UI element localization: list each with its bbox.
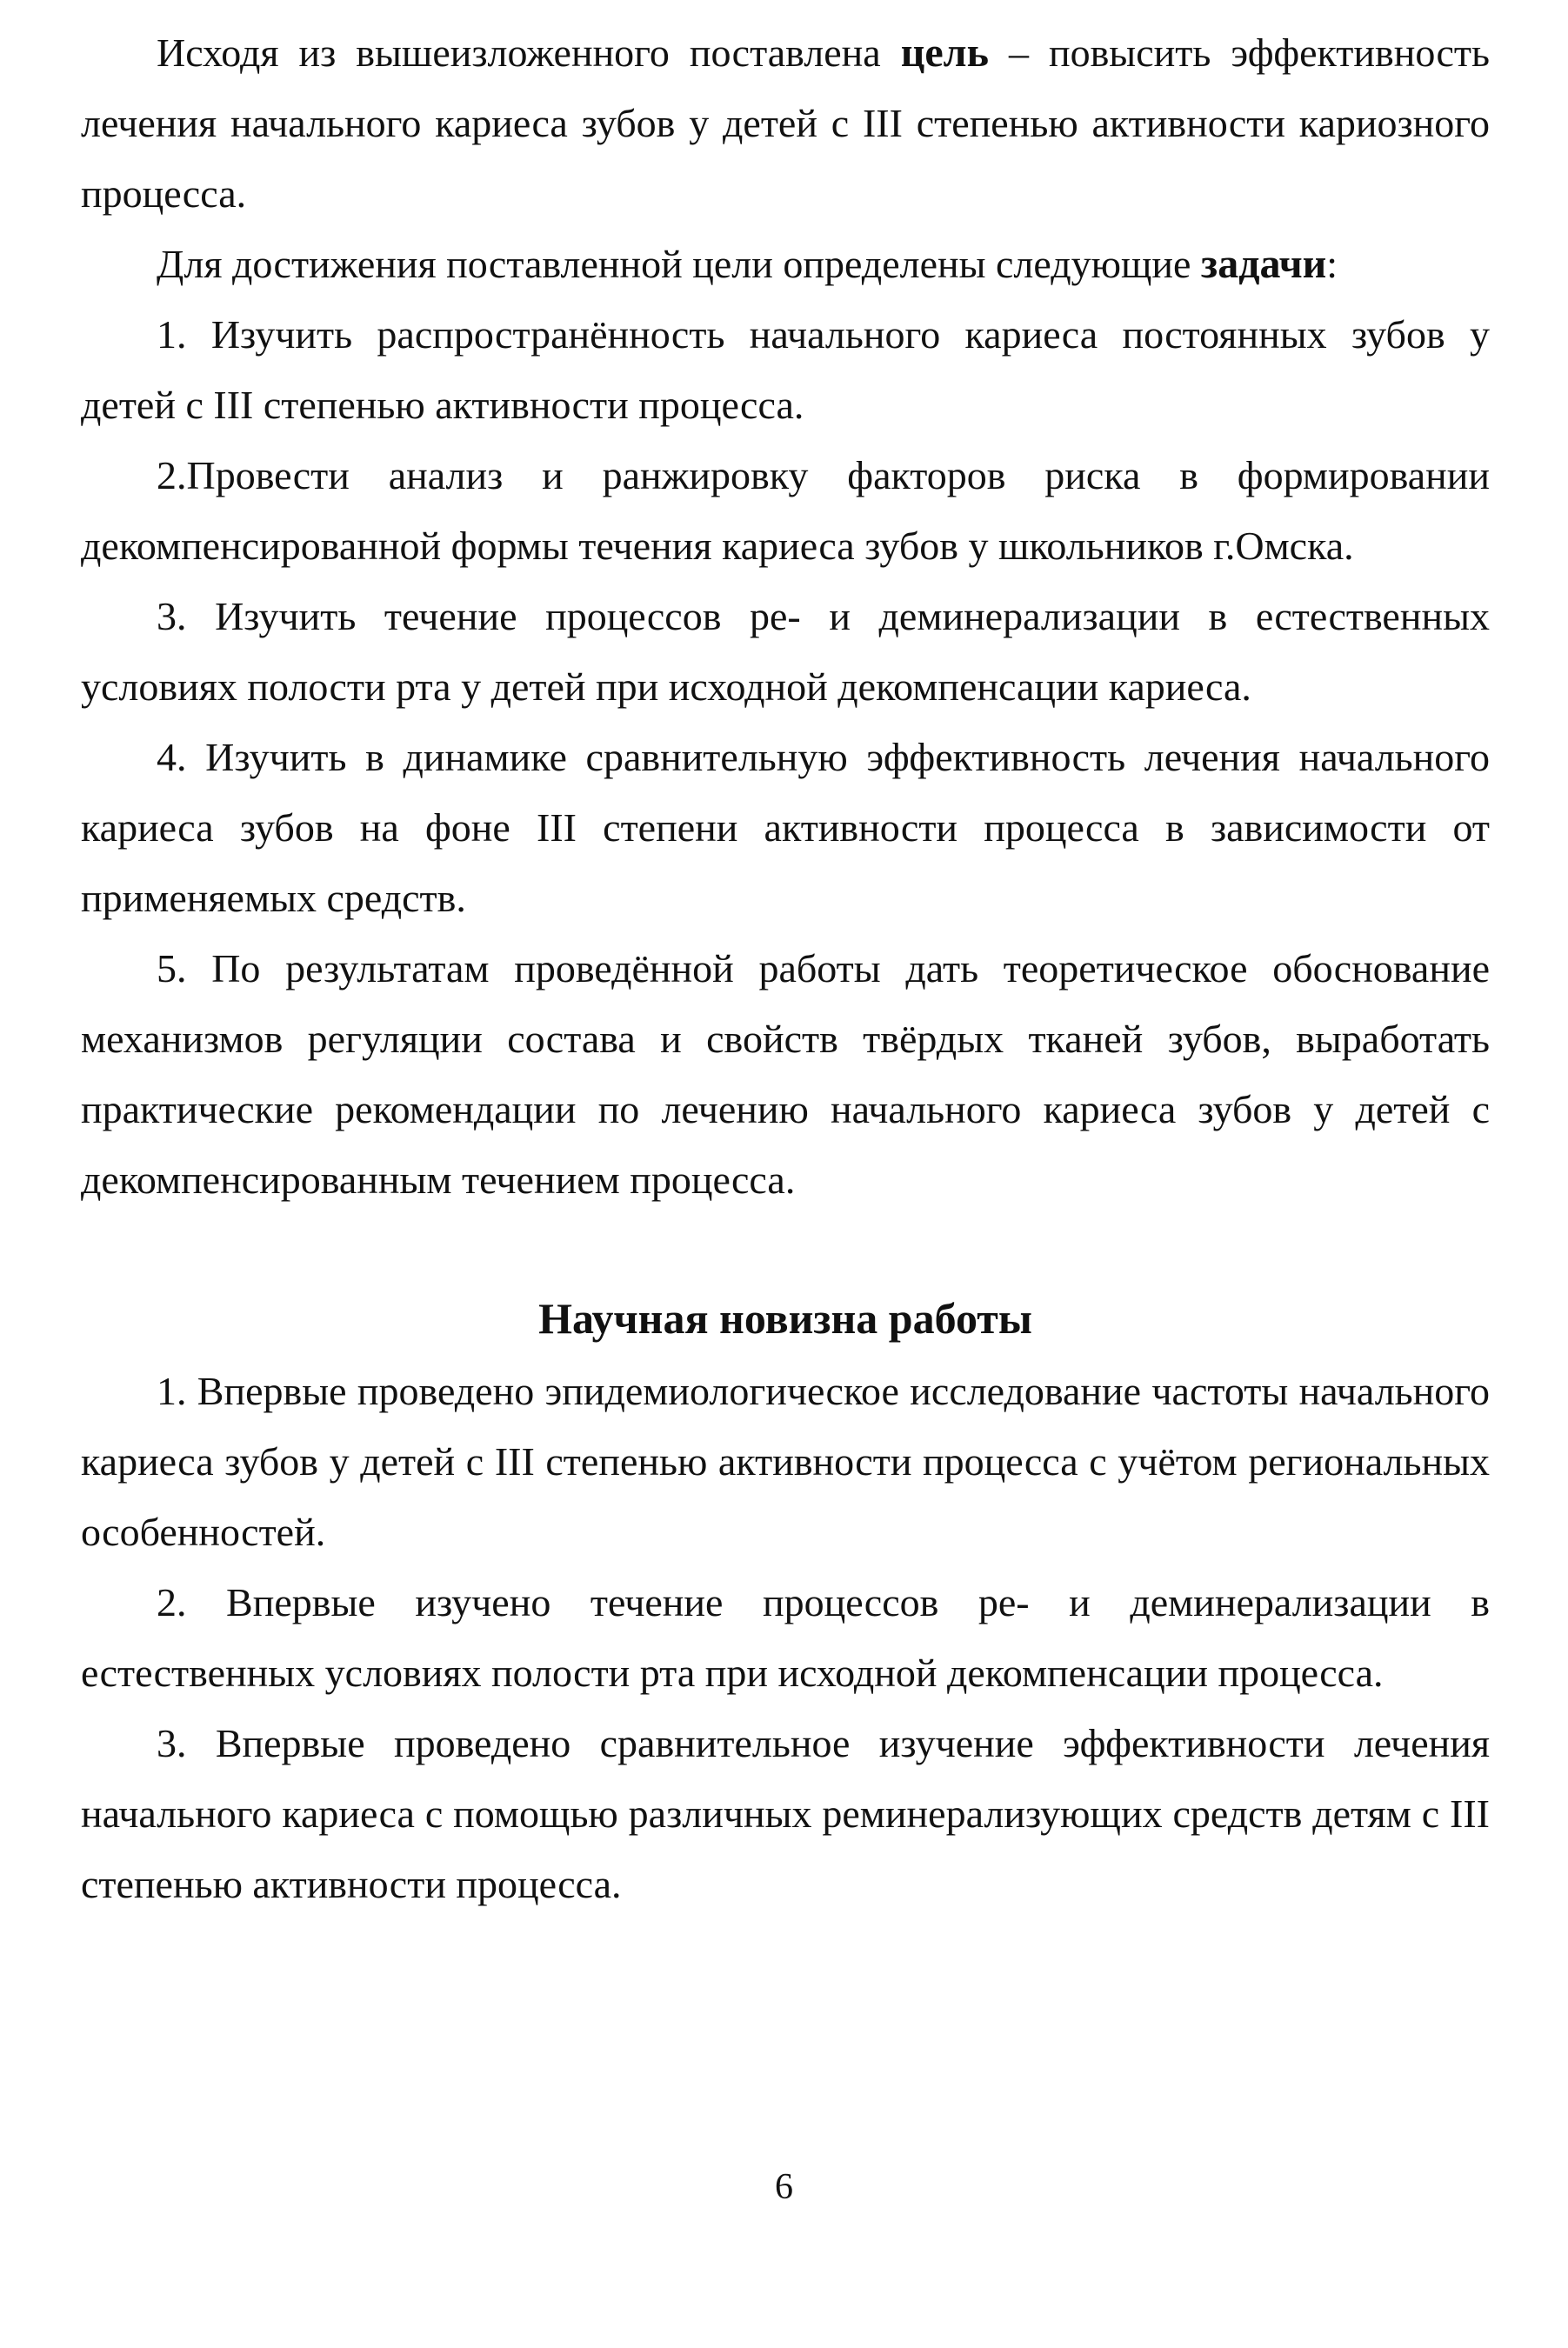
goal-keyword: цель [900, 30, 989, 76]
tasks-keyword: задачи [1200, 241, 1327, 287]
task-item-1: 1. Изучить распространённость начального кариеса постоянных зубов у детей с III степенью активности процесса. [81, 312, 1490, 427]
tasks-lead-text: Для достижения поставленной цели определены следующие [157, 242, 1201, 286]
novelty-item-2: 2. Впервые изучено течение процессов ре- и деминерализации в естественных условиях полости рта при исходной декомпенсации процесса. [81, 1580, 1490, 1695]
task-item-4: 4. Изучить в динамике сравнительную эффективность лечения начального кариеса зубов на фоне III степени активности процесса в зависимости от применяемых средств. [81, 735, 1490, 920]
goal-text-after: – повысить эффективность лечения начального кариеса зубов у детей с III степенью активности кариозного процесса. [81, 30, 1490, 216]
goal-paragraph [81, 17, 1490, 229]
novelty-heading: Научная новизна работы [538, 1294, 1032, 1343]
document-body [81, 17, 1490, 1919]
task-item-2: 2.Провести анализ и ранжировку факторов риска в формировании декомпенсированной формы течения кариеса зубов у школьников г.Омска. [81, 453, 1490, 568]
novelty-item-1: 1. Впервые проведено эпидемиологическое исследование частоты начального кариеса зубов у детей с III степенью активности процесса с учётом региональных особенностей. [81, 1369, 1490, 1554]
tasks-lead-paragraph [81, 229, 1490, 299]
goal-text-before: Исходя из вышеизложенного поставлена [157, 30, 901, 75]
tasks-lead-colon: : [1326, 242, 1338, 286]
task-item-5: 5. По результатам проведённой работы дать теоретическое обоснование механизмов регуляции состава и свойств твёрдых тканей зубов, выработать практические рекомендации по лечению начального кариеса зубов у детей с декомпенсированным течением процесса. [81, 946, 1490, 1202]
novelty-item-3: 3. Впервые проведено сравнительное изучение эффективности лечения начального кариеса с помощью различных реминерализующих средств детям с III степенью активности процесса. [81, 1721, 1490, 1906]
page-number: 6 [775, 2167, 793, 2207]
task-item-3: 3. Изучить течение процессов ре- и деминерализации в естественных условиях полости рта у детей при исходной декомпенсации кариеса. [81, 594, 1490, 709]
